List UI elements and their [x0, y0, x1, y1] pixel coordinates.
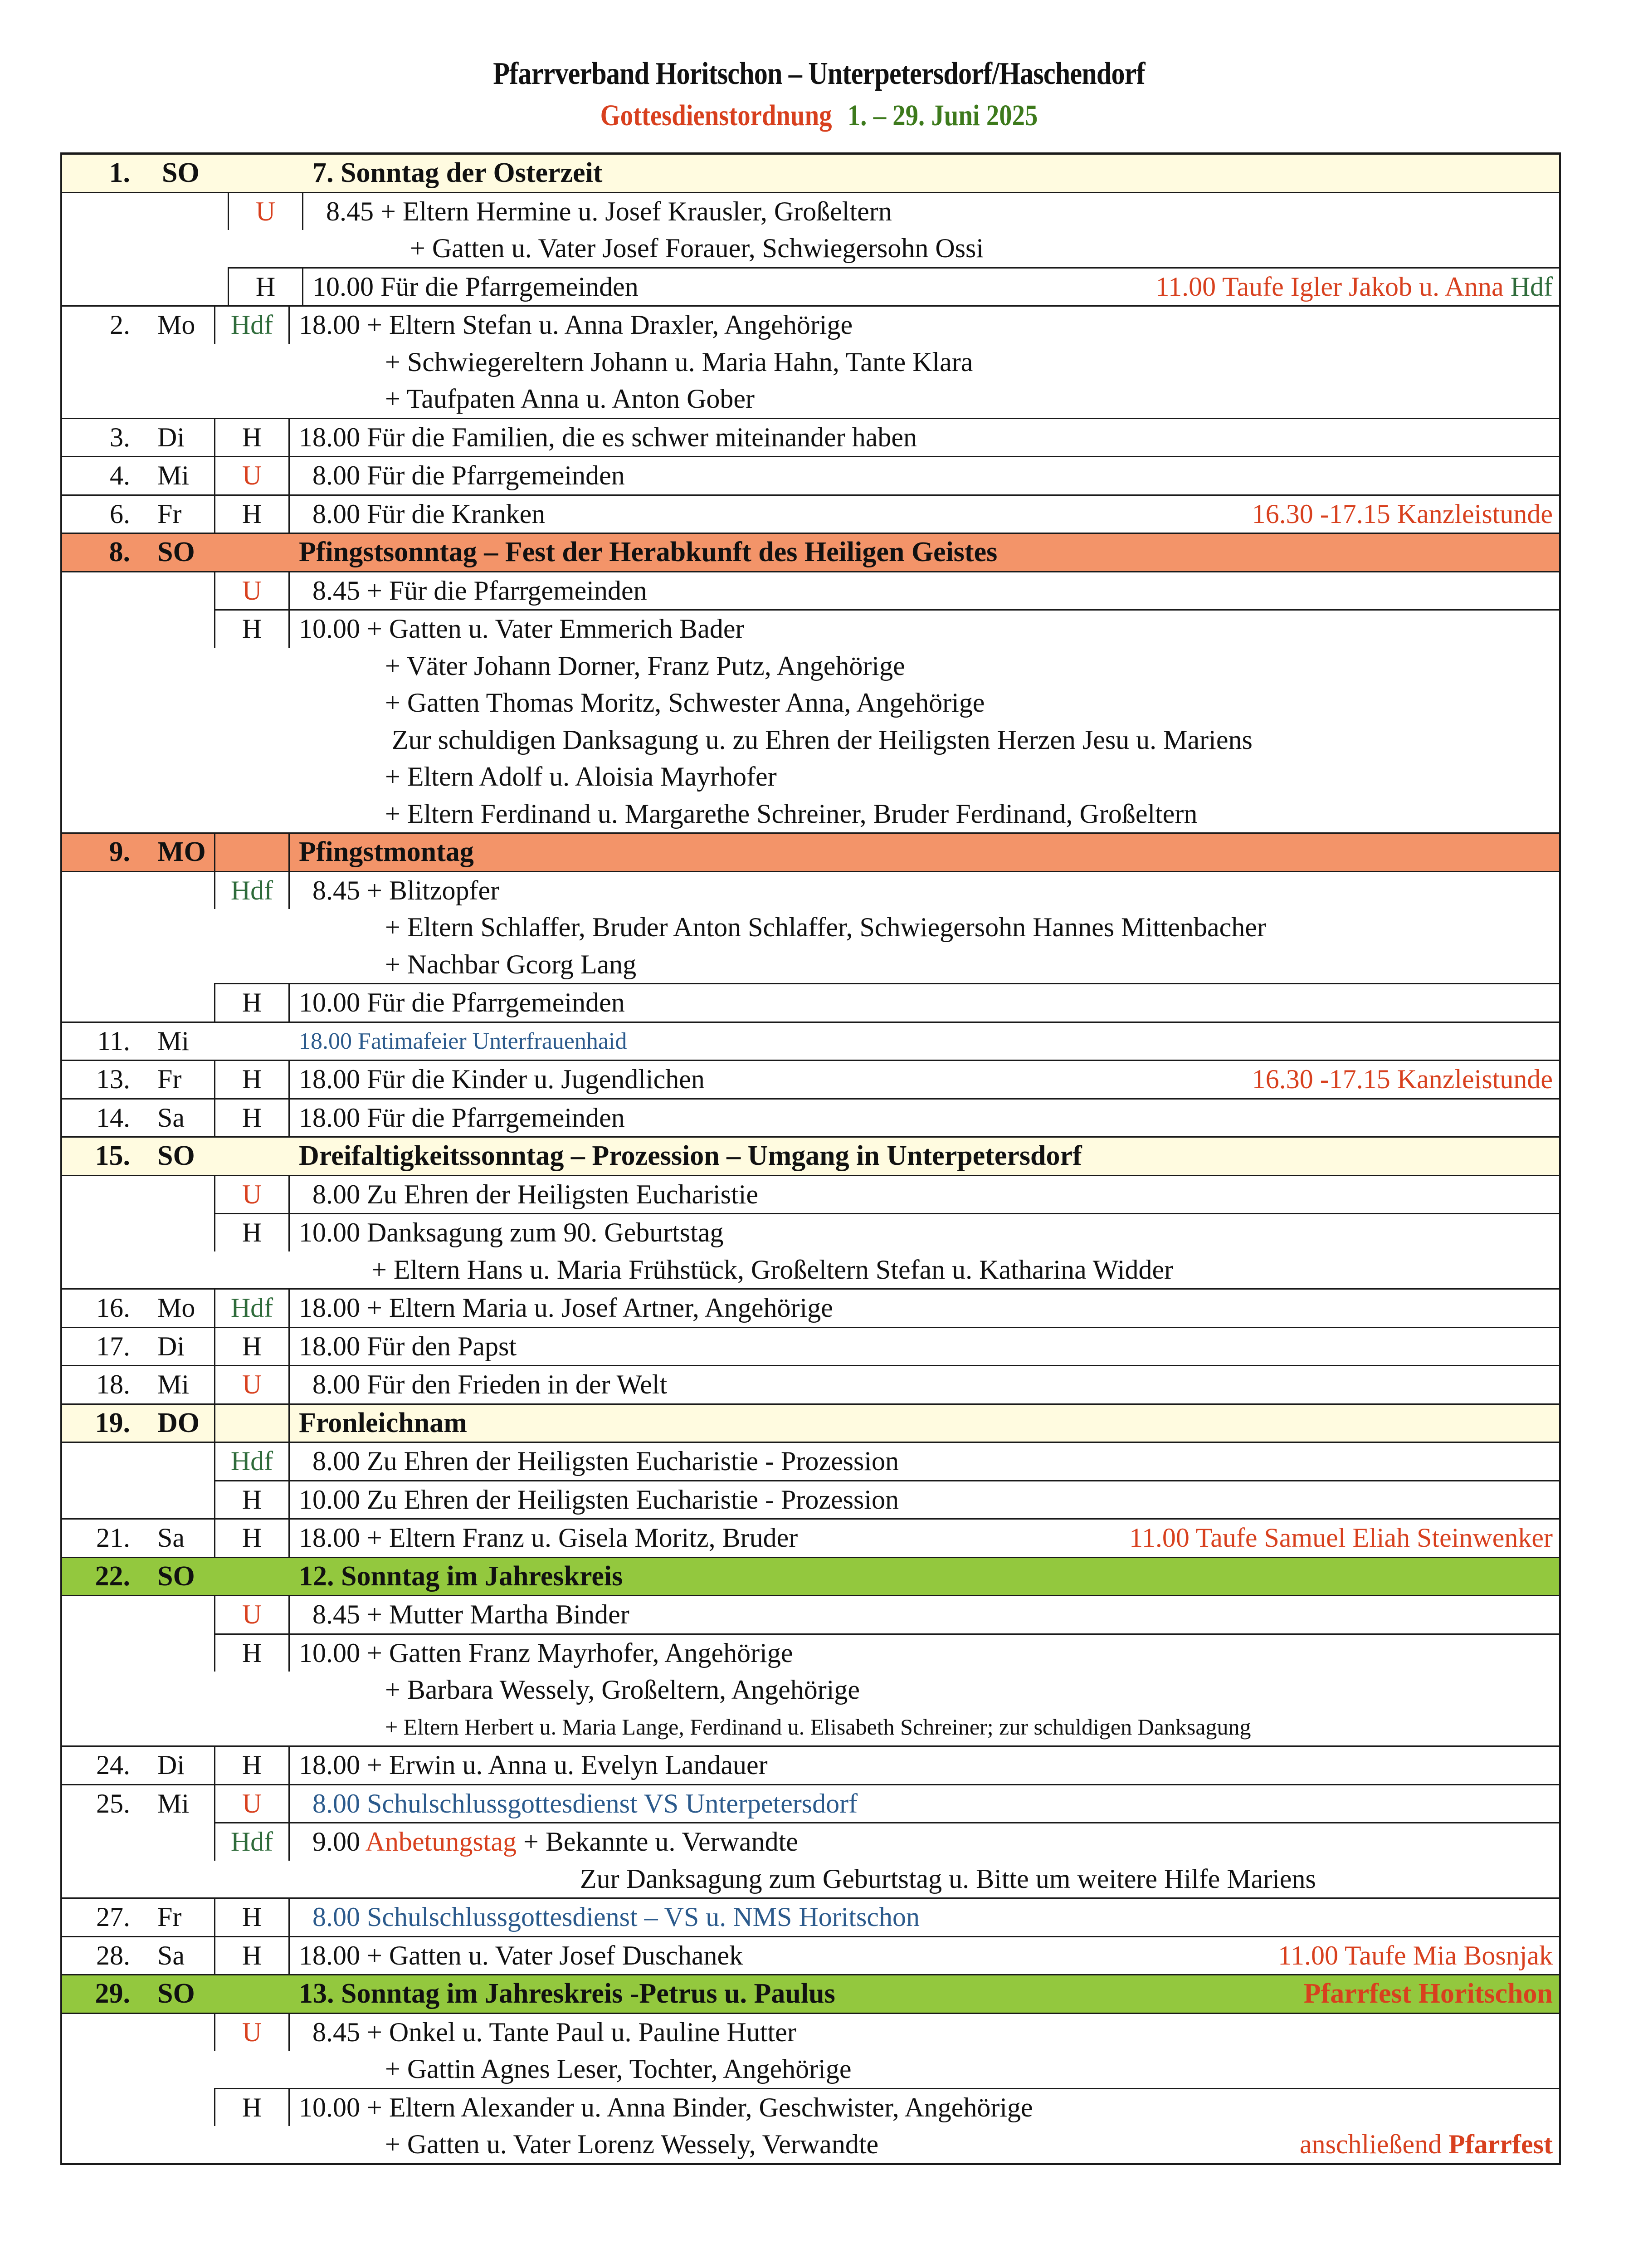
weekday: Mi [157, 1369, 190, 1399]
day-title: Dreifaltigkeitssonntag – Prozession – Umgang in Unterpetersdorf [299, 1140, 1082, 1171]
weekday: Di [157, 422, 185, 452]
service-row [214, 1596, 1559, 1633]
location-code: H [228, 269, 303, 306]
location-code: U [214, 1176, 290, 1213]
location-cell [214, 1138, 290, 1175]
after-service-label: anschließend [1299, 2129, 1442, 2159]
weekday: MO [157, 836, 206, 867]
after-service-note [1300, 2126, 1553, 2163]
parish-festival-note: Pfarrfest Horitschon [1303, 1978, 1553, 2009]
day-group [62, 1442, 1559, 1518]
intention-line [299, 1823, 1559, 1861]
intention-line: 18.00 Für die Pfarrgemeinden [299, 1102, 625, 1133]
day-header-row [62, 155, 1559, 192]
location-code: Hdf [214, 872, 290, 909]
service-row [214, 2088, 1559, 2163]
weekday: SO [157, 537, 195, 567]
intention-line: + Väter Johann Dorner, Franz Putz, Angehörige [385, 650, 905, 681]
day-row [62, 1518, 1559, 1557]
schedule-table [60, 152, 1561, 2165]
intention-line: 10.00 Danksagung zum 90. Geburtstag [299, 1217, 724, 1247]
intention-line: + Nachbar Gcorg Lang [385, 949, 637, 979]
date: 15. [95, 1140, 130, 1171]
weekday: Di [157, 1331, 185, 1361]
service-row [214, 1480, 1559, 1519]
location-code: H [214, 1328, 290, 1365]
day-header-row [62, 1403, 1559, 1442]
intention-line: + Gattin Agnes Leser, Tochter, Angehörige [385, 2054, 852, 2084]
location-code: H [214, 2089, 290, 2126]
service-row [214, 572, 1559, 610]
weekday: Mi [157, 1788, 190, 1818]
date: 22. [95, 1560, 130, 1592]
day-title: Pfingstsonntag – Fest der Herabkunft des Heiligen Geistes [299, 537, 998, 567]
intention-line: 10.00 + Gatten Franz Mayrhofer, Angehörige [299, 1637, 793, 1668]
adoration-day-label: Anbetungstag [365, 1827, 517, 1857]
service-row [228, 193, 1559, 267]
location-code: H [214, 1520, 290, 1557]
date: 6. [110, 499, 130, 529]
day-header-row [62, 1136, 1559, 1175]
intention-line: + Eltern Schlaffer, Bruder Anton Schlaffer, Schwiegersohn Hannes Mittenbacher [385, 912, 1266, 942]
location-code: H [214, 1747, 290, 1784]
day-row [62, 1288, 1559, 1327]
service-row [214, 1633, 1559, 1746]
weekday: Sa [157, 1940, 185, 1970]
baptism-note: 11.00 Taufe Mia Bosnjak [1278, 1940, 1553, 1970]
weekday: Mo [157, 310, 195, 340]
intention-line: + Eltern Herbert u. Maria Lange, Ferdinand u. Elisabeth Schreiner; zur schuldigen Danksagung [385, 1714, 1251, 1740]
day-header-row [62, 1974, 1559, 2013]
date: 2. [110, 310, 130, 340]
document-subtitle [115, 96, 1523, 135]
location-code: U [228, 193, 303, 230]
date: 29. [95, 1978, 130, 2009]
day-group [62, 1175, 1559, 1289]
date: 24. [96, 1750, 130, 1780]
service-row [214, 609, 1559, 832]
intention-line: + Schwiegereltern Johann u. Maria Hahn, Tante Klara [385, 347, 973, 377]
baptism-note [1155, 269, 1553, 306]
day-header-row [62, 832, 1559, 871]
day-row [62, 305, 1559, 418]
subtitle-daterange: 1. – 29. Juni 2025 [847, 99, 1038, 132]
intention-line: + Eltern Ferdinand u. Margarethe Schreiner, Bruder Ferdinand, Großeltern [385, 798, 1198, 829]
day-group [62, 2013, 1559, 2163]
office-hours-note: 16.30 -17.15 Kanzleistunde [1252, 499, 1553, 529]
weekday: Mi [157, 1026, 190, 1056]
intention-line: 8.00 Zu Ehren der Heiligsten Eucharistie [312, 1179, 759, 1209]
intention-line: 8.00 Für die Pfarrgemeinden [312, 460, 625, 490]
day-title: 7. Sonntag der Osterzeit [312, 157, 603, 188]
intention-line: 8.00 Für den Frieden in der Welt [312, 1369, 668, 1399]
intention-line: 18.00 + Eltern Franz u. Gisela Moritz, Bruder [299, 1523, 798, 1553]
day-row [62, 494, 1559, 533]
location-code: Hdf [214, 1823, 290, 1861]
weekday: Di [157, 1750, 185, 1780]
day-row [62, 1897, 1559, 1936]
intention-line: + Eltern Hans u. Maria Frühstück, Großeltern Stefan u. Katharina Widder [371, 1254, 1174, 1285]
intention-line: 18.00 Fatimafeier Unterfrauenhaid [299, 1028, 627, 1054]
date: 19. [95, 1407, 130, 1438]
baptism-note: 11.00 Taufe Samuel Eliah Steinwenker [1129, 1523, 1553, 1553]
day-title: 12. Sonntag im Jahreskreis [299, 1560, 623, 1592]
date: 25. [96, 1788, 130, 1818]
day-row [62, 1060, 1559, 1098]
day-row [62, 1022, 1559, 1060]
date: 21. [96, 1523, 130, 1553]
weekday: SO [162, 157, 200, 188]
day-header-row [62, 533, 1559, 571]
intention-line: 18.00 + Erwin u. Anna u. Evelyn Landauer [299, 1750, 768, 1780]
weekday: Fr [157, 1902, 182, 1932]
day-row [62, 1098, 1559, 1137]
service-row [214, 1213, 1559, 1288]
intention-line: 8.45 + Mutter Martha Binder [312, 1599, 629, 1629]
location-code: Hdf [214, 1443, 290, 1480]
subtitle-label: Gottesdienstordnung [600, 99, 832, 132]
date: 9. [109, 836, 130, 867]
location-code: H [214, 1061, 290, 1098]
weekday: Sa [157, 1523, 185, 1553]
location-code: H [214, 611, 290, 648]
intention-line: 10.00 + Gatten u. Vater Emmerich Bader [299, 614, 745, 644]
service-row [214, 1443, 1559, 1480]
intention-line: 18.00 Für den Papst [299, 1331, 517, 1361]
baptism-note-text: 11.00 Taufe Igler Jakob u. Anna [1155, 271, 1504, 302]
location-code: H [214, 1481, 290, 1519]
location-cell [214, 1405, 290, 1442]
location-cell [214, 1558, 290, 1595]
day-row [62, 1365, 1559, 1403]
weekday: SO [157, 1978, 195, 2009]
document-title: Pfarrverband Horitschon – Unterpetersdorf/Haschendorf [493, 56, 1145, 91]
date: 14. [96, 1102, 130, 1133]
date: 18. [96, 1369, 130, 1399]
office-hours-note: 16.30 -17.15 Kanzleistunde [1252, 1064, 1553, 1094]
date: 28. [96, 1940, 130, 1970]
intention-line: + Taufpaten Anna u. Anton Gober [385, 384, 755, 414]
date: 4. [110, 460, 130, 490]
intention-line: 18.00 + Eltern Maria u. Josef Artner, Angehörige [299, 1293, 833, 1323]
location-code: U [214, 1785, 290, 1823]
service-row [214, 872, 1559, 983]
location-cell [214, 834, 290, 871]
location-code: U [214, 2014, 290, 2051]
baptism-note-location: Hdf [1510, 271, 1553, 302]
intention-line: Zur Danksagung zum Geburtstag u. Bitte um weitere Hilfe Mariens [580, 1863, 1316, 1894]
intention-line: 10.00 Zu Ehren der Heiligsten Eucharistie - Prozession [299, 1484, 899, 1515]
location-code: H [214, 1635, 290, 1672]
day-row [62, 1327, 1559, 1365]
date: 13. [96, 1064, 130, 1094]
service-row [228, 267, 1559, 306]
day-group [62, 871, 1559, 1022]
service-row [214, 2014, 1559, 2088]
intention-line: 8.45 + Onkel u. Tante Paul u. Pauline Hutter [312, 2017, 796, 2047]
location-code: U [214, 1366, 290, 1403]
weekday: Mi [157, 460, 190, 490]
day-header-row [62, 1557, 1559, 1595]
day-row [62, 1745, 1559, 1784]
intention-line: 8.00 Für die Kranken [312, 499, 546, 529]
date: 8. [109, 537, 130, 567]
location-code: U [214, 1596, 290, 1633]
intention-line: + Barbara Wessely, Großeltern, Angehörige [385, 1675, 860, 1705]
day-title: Fronleichnam [299, 1407, 467, 1438]
location-cell [214, 534, 290, 571]
day-group [62, 1595, 1559, 1745]
service-time: 9.00 [312, 1827, 360, 1857]
day-row [62, 418, 1559, 456]
intention-line: 8.45 + Für die Pfarrgemeinden [312, 575, 647, 606]
intention-text: + Bekannte u. Verwandte [523, 1827, 798, 1857]
intention-line: 8.45 + Eltern Hermine u. Josef Krausler, Großeltern [326, 196, 892, 226]
weekday: Mo [157, 1293, 195, 1323]
location-code: H [214, 1937, 290, 1975]
location-code: H [214, 419, 290, 456]
day-group [62, 192, 1559, 306]
intention-line: 18.00 Für die Kinder u. Jugendlichen [299, 1064, 705, 1094]
intention-line: 8.45 + Blitzopfer [312, 875, 500, 905]
day-group [62, 1784, 1559, 1898]
date: 27. [96, 1902, 130, 1932]
intention-line: 8.00 Schulschlussgottesdienst VS Unterpetersdorf [312, 1788, 858, 1818]
day-title: 13. Sonntag im Jahreskreis -Petrus u. Paulus [299, 1978, 835, 2009]
day-row [62, 1936, 1559, 1975]
intention-line: + Gatten u. Vater Josef Forauer, Schwiegersohn Ossi [410, 233, 984, 263]
location-cell [228, 155, 303, 192]
intention-line: 8.00 Schulschlussgottesdienst – VS u. NMS Horitschon [312, 1902, 920, 1932]
location-code: H [214, 1100, 290, 1137]
location-code: Hdf [214, 1290, 290, 1327]
intention-line: + Gatten Thomas Moritz, Schwester Anna, Angehörige [385, 688, 985, 718]
location-code: Hdf [214, 307, 290, 344]
date: 17. [96, 1331, 130, 1361]
intention-line: 10.00 Für die Pfarrgemeinden [299, 987, 625, 1017]
location-cell [214, 1023, 290, 1060]
weekday: Sa [157, 1102, 185, 1133]
intention-line: + Eltern Adolf u. Aloisia Mayrhofer [385, 762, 777, 792]
location-cell [214, 1975, 290, 2013]
parish-festival-label: Pfarrfest [1448, 2129, 1553, 2159]
location-code: H [214, 1899, 290, 1936]
day-group [62, 571, 1559, 833]
intention-line: 10.00 + Eltern Alexander u. Anna Binder, Geschwister, Angehörige [299, 2092, 1033, 2122]
location-code: H [214, 1214, 290, 1251]
location-code: H [214, 984, 290, 1022]
day-row [62, 456, 1559, 494]
intention-line: 18.00 Für die Familien, die es schwer miteinander haben [299, 422, 917, 452]
weekday: Fr [157, 1064, 182, 1094]
intention-line: 18.00 + Eltern Stefan u. Anna Draxler, Angehörige [299, 310, 853, 340]
day-title: Pfingstmontag [299, 836, 474, 867]
intention-line: + Gatten u. Vater Lorenz Wessely, Verwandte [385, 2129, 879, 2159]
weekday: DO [157, 1407, 200, 1438]
weekday: Fr [157, 499, 182, 529]
location-code: U [214, 457, 290, 494]
date: 1. [109, 157, 130, 188]
location-code: H [214, 496, 290, 533]
service-row [214, 1176, 1559, 1213]
intention-line: 10.00 Für die Pfarrgemeinden [312, 271, 639, 302]
service-row [214, 1785, 1559, 1823]
intention-line: 8.00 Zu Ehren der Heiligsten Eucharistie - Prozession [312, 1446, 899, 1476]
weekday: SO [157, 1560, 195, 1592]
date: 3. [110, 422, 130, 452]
location-code: U [214, 572, 290, 610]
service-row [214, 983, 1559, 1022]
intention-line: Zur schuldigen Danksagung u. zu Ehren der Heiligsten Herzen Jesu u. Mariens [392, 724, 1253, 755]
date: 11. [97, 1026, 130, 1056]
date: 16. [96, 1293, 130, 1323]
intention-line: 18.00 + Gatten u. Vater Josef Duschanek [299, 1940, 743, 1970]
service-row [214, 1822, 1559, 1897]
weekday: SO [157, 1140, 195, 1171]
